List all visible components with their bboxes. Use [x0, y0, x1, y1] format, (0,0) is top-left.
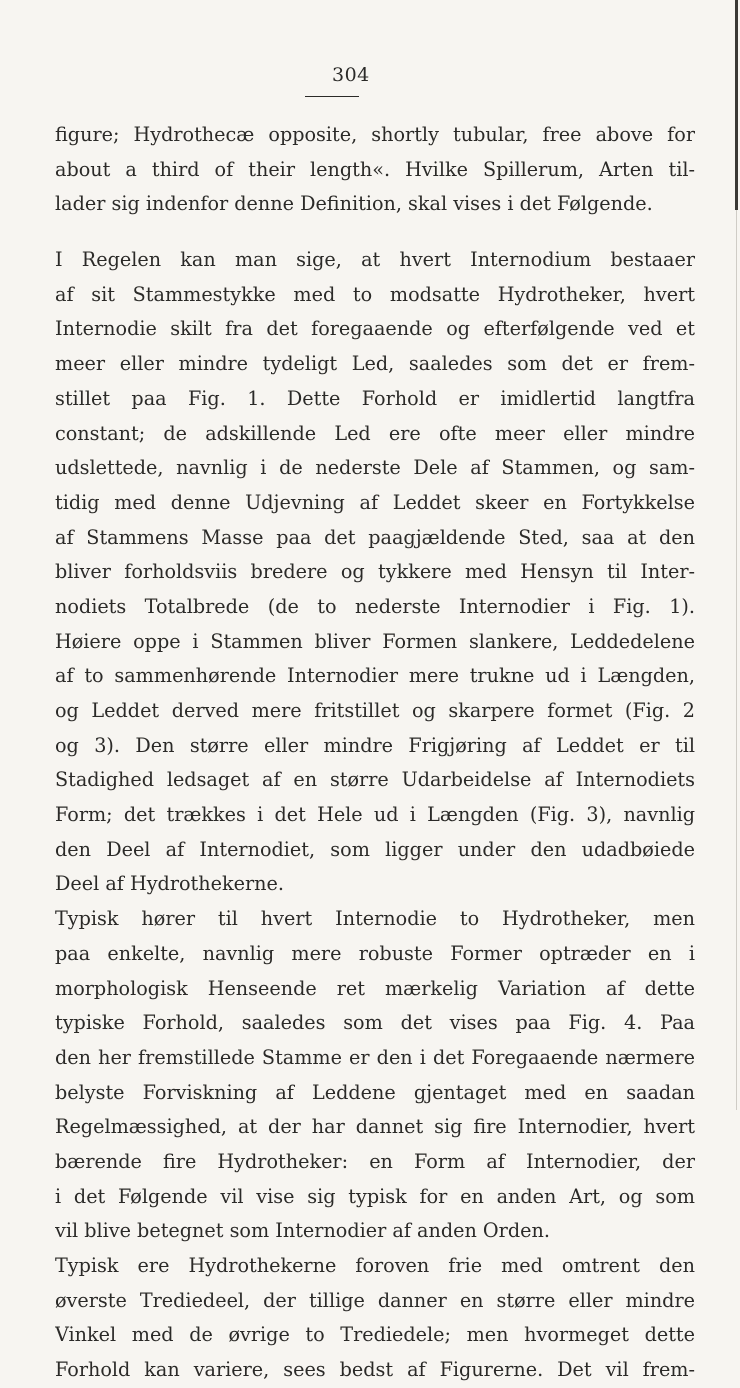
- text-line: bærende fire Hydrotheker: en Form af Internodier, der: [55, 1149, 695, 1173]
- text-line: meer eller mindre tydeligt Led, saaledes som det er frem-: [55, 352, 695, 376]
- text-line: og Leddet derved mere fritstillet og skarpere formet (Fig. 2: [55, 699, 695, 722]
- page-number-rule: [305, 96, 359, 97]
- page-number: 304: [332, 64, 370, 86]
- text-line: belyste Forviskning af Leddene gjentaget med en saadan: [55, 1080, 695, 1104]
- text-line: vil blive betegnet som Internodier af anden Orden.: [55, 1219, 550, 1243]
- text-line: udslettede, navnlig i de nederste Dele af Stammen, og sam-: [55, 456, 695, 480]
- text-line: tidig med denne Udjevning af Leddet skeer en Fortykkelse: [55, 490, 695, 514]
- paragraph: [55, 1249, 695, 1388]
- text-line: stillet paa Fig. 1. Dette Forhold er imidlertid langtfra: [55, 386, 695, 410]
- text-line: den her fremstillede Stamme er den i det Foregaaende nærmere: [55, 1045, 695, 1069]
- text-line: nodiets Totalbrede (de to nederste Internodier i Fig. 1).: [55, 594, 695, 618]
- text-line: øverste Trediedeel, der tillige danner en større eller mindre: [55, 1288, 695, 1312]
- text-line: Forhold kan variere, sees bedst af Figurerne. Det vil frem-: [55, 1358, 695, 1382]
- paragraph-gap: [55, 222, 695, 243]
- text-line: Deel af Hydrothekerne.: [55, 872, 284, 896]
- text-line: lader sig indenfor denne Definition, skal vises i det Følgende.: [55, 192, 653, 216]
- text-line: af Stammens Masse paa det paagjældende Sted, saa at den: [55, 525, 695, 549]
- text-line: og 3). Den større eller mindre Frigjøring af Leddet er til: [55, 733, 695, 757]
- text-line: figure; Hydrothecæ opposite, shortly tubular, free above for: [55, 123, 695, 146]
- text-line: af to sammenhørende Internodier mere trukne ud i Længden,: [55, 664, 695, 688]
- text-line: constant; de adskillende Led ere ofte meer eller mindre: [55, 421, 695, 445]
- text-line: Typisk hører til hvert Internodie to Hydrotheker, men: [55, 907, 695, 931]
- text-line: Høiere oppe i Stammen bliver Formen slankere, Leddedelene: [55, 629, 695, 653]
- text-line: Regelmæssighed, at der har dannet sig fire Internodier, hvert: [55, 1115, 695, 1139]
- page-edge-shadow: [736, 210, 737, 1110]
- body-text: [55, 118, 695, 1388]
- text-line: Typisk ere Hydrothekerne foroven frie med omtrent den: [55, 1254, 695, 1277]
- text-line: af sit Stammestykke med to modsatte Hydrotheker, hvert: [55, 282, 695, 306]
- text-line: Stadighed ledsaget af en større Udarbeidelse af Internodiets: [55, 768, 695, 792]
- text-line: paa enkelte, navnlig mere robuste Former optræder en i: [55, 941, 695, 965]
- text-line: typiske Forhold, saaledes som det vises paa Fig. 4. Paa: [55, 1011, 695, 1035]
- text-line: about a third of their length«. Hvilke Spillerum, Arten til-: [55, 157, 695, 181]
- text-line: i det Følgende vil vise sig typisk for en anden Art, og som: [55, 1184, 695, 1208]
- text-line: morphologisk Henseende ret mærkelig Variation af dette: [55, 976, 695, 1000]
- paragraph: [55, 222, 695, 902]
- paragraph: [55, 902, 695, 1249]
- paragraph: [55, 118, 695, 222]
- page-binding-edge: [735, 0, 738, 210]
- text-line: I Regelen kan man sige, at hvert Internodium bestaaer: [55, 248, 695, 272]
- text-line: Vinkel med de øvrige to Trediedele; men hvormeget dette: [55, 1323, 695, 1347]
- text-line: Form; det trækkes i det Hele ud i Længden (Fig. 3), navnlig: [55, 803, 695, 827]
- text-line: Internodie skilt fra det foregaaende og efterfølgende ved et: [55, 317, 695, 341]
- text-line: den Deel af Internodiet, som ligger under den udadbøiede: [55, 837, 695, 861]
- text-line: bliver forholdsviis bredere og tykkere med Hensyn til Inter-: [55, 560, 695, 584]
